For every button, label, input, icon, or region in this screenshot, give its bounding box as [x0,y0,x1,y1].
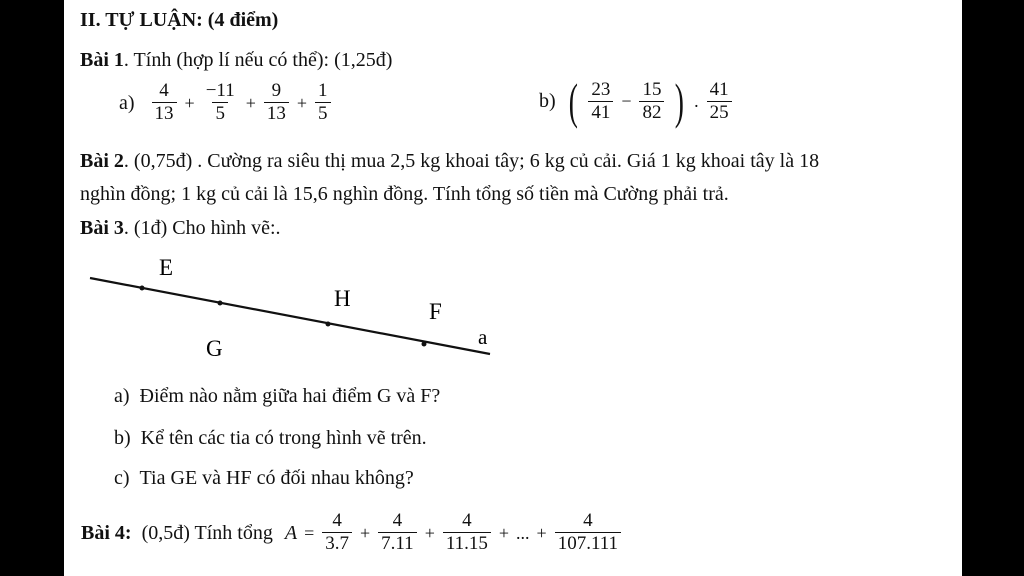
plus-sign: + [245,92,256,113]
question-text: Điểm nào nằm giữa hai điểm G và F? [139,385,441,407]
section-title: II. TỰ LUẬN: (4 điểm) [80,9,279,31]
bai2-line2: nghìn đồng; 1 kg củ cải là 15,6 nghìn đồng. Tính tổng số tiền mà Cường phải trả. [80,183,729,205]
point-h-dot [326,322,331,327]
frac-num: 4 [583,510,593,531]
frac-den: 25 [707,101,732,124]
question-text: Kể tên các tia có trong hình vẽ trên. [140,427,427,449]
frac-den: 82 [639,101,664,124]
frac-den: 13 [152,102,177,125]
point-g-label: G [206,336,223,361]
right-paren: ) [675,73,685,129]
bai4-label: Bài 4: [81,521,132,544]
bai3-question-a [114,384,440,408]
frac-den: 5 [315,102,331,125]
bai1-label: Bài 1 [80,49,124,71]
point-e-label: E [159,255,174,280]
point-g-dot [218,301,223,306]
frac-num: 1 [318,80,328,101]
frac-num: 41 [709,78,729,100]
bai2-label: Bài 2 [80,150,124,172]
left-paren: ( [568,73,578,129]
bai3-question-c [114,466,414,490]
minus-sign: − [621,91,632,111]
plus-sign: + [424,522,435,543]
bai4-text: (0,5đ) Tính tổng [141,521,273,544]
plus-sign: + [184,92,195,113]
frac-den: 5 [212,102,228,125]
frac-num: 4 [462,510,472,531]
frac-num: 4 [159,80,169,101]
frac-num: 15 [642,78,662,100]
point-e-dot [140,286,145,291]
fraction [378,510,417,555]
fraction [555,510,621,555]
frac-den: 11.15 [443,532,491,555]
question-label: a) [114,385,130,407]
bai1-b-label: b) [539,90,556,112]
frac-num: −11 [205,80,235,101]
frac-den: 13 [264,102,289,125]
question-label: c) [114,467,130,489]
frac-den: 107.111 [555,532,621,555]
bai4-row [80,510,623,555]
frac-num: 9 [271,80,282,101]
plus-sign: + [536,522,547,543]
point-f-label: F [429,299,442,324]
plus-sign: + [296,92,308,113]
ellipsis: ... [516,522,530,543]
frac-num: 4 [392,510,403,531]
question-label: b) [114,427,131,449]
line-a-label: a [478,325,488,349]
bai1-a-label: a) [119,91,135,114]
bai2-text: . (0,75đ) . Cường ra siêu thị mua 2,5 kg khoai tây; 6 kg củ cải. Giá 1 kg khoai tây là 18 [123,150,820,172]
bai3-text: . (1đ) Cho hình vẽ:. [123,217,281,239]
point-h-label: H [334,286,351,311]
bai1-text: . Tính (hợp lí nếu có thể): (1,25đ) [123,49,393,71]
frac-den: 41 [588,101,613,124]
frac-den: 7.11 [378,532,417,555]
frac-num: 4 [332,510,342,531]
plus-sign: + [359,522,371,543]
fraction [443,510,491,555]
sum-variable: A [284,521,298,544]
point-f-dot [422,342,427,347]
frac-num: 23 [591,78,611,100]
worksheet-page [64,0,962,576]
frac-den: 3.7 [322,532,352,555]
bai3-question-b [114,426,427,450]
question-text: Tia GE và HF có đối nhau không? [139,467,414,489]
dot-sign: . [694,91,699,111]
bai3-label: Bài 3 [80,217,124,239]
fraction [322,510,352,555]
equals-sign: = [304,522,315,543]
plus-sign: + [498,522,510,543]
